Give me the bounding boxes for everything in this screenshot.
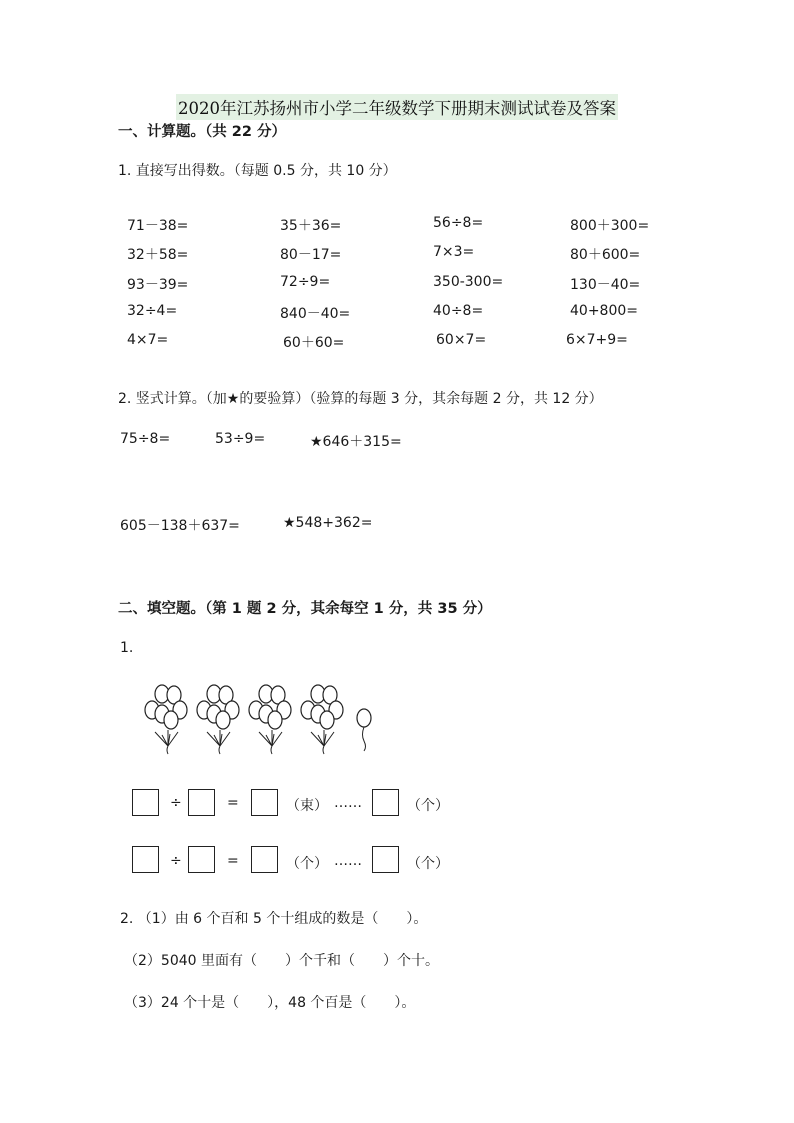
calc-item: 7×3= (433, 244, 475, 260)
calc-item: 840－40= (280, 306, 351, 322)
calc-item: 60×7= (436, 332, 487, 348)
calc-item: 60＋60= (283, 335, 345, 351)
calc-item: 71－38= (127, 218, 189, 234)
remainder-dots: …… (334, 853, 362, 869)
answer-box[interactable] (251, 846, 278, 873)
remainder-dots: …… (334, 795, 362, 811)
calc-item: 800＋300= (570, 218, 650, 234)
answer-box[interactable] (188, 846, 215, 873)
calc-item: 56÷8= (433, 215, 484, 231)
calc-item: 35＋36= (280, 218, 342, 234)
calc-item: 40+800= (570, 303, 638, 319)
unit-label: （个） (407, 856, 449, 872)
fill-in-line: （2）5040 里面有（ ）个千和（ ）个十。 (124, 953, 439, 969)
section2-q1-label: 1. (120, 640, 134, 656)
answer-box[interactable] (188, 789, 215, 816)
calc-item: 4×7= (127, 332, 169, 348)
section1-q2-label: 2. 竖式计算。（加★的要验算）（验算的每题 3 分，其余每题 2 分，共 12 分） (118, 391, 603, 407)
vertical-calc-item: ★548+362= (283, 515, 373, 531)
divide-sign: ÷ (170, 853, 182, 869)
balloon-bunch (197, 685, 239, 754)
calc-item: 40÷8= (433, 303, 484, 319)
calc-item: 80＋600= (570, 247, 641, 263)
fill-in-line: （3）24 个十是（ ），48 个百是（ ）。 (124, 995, 416, 1011)
calc-item: 93－39= (127, 277, 189, 293)
answer-box[interactable] (372, 846, 399, 873)
single-balloon (357, 709, 371, 751)
calc-item: 350-300= (433, 274, 504, 290)
fill-in-line: 2. （1）由 6 个百和 5 个十组成的数是（ ）。 (120, 911, 428, 927)
balloons-illustration (140, 680, 390, 760)
answer-box[interactable] (132, 789, 159, 816)
vertical-calc-item: 605－138＋637= (120, 518, 240, 534)
balloon-bunch (145, 685, 187, 754)
section1-q1-label: 1. 直接写出得数。（每题 0.5 分，共 10 分） (118, 163, 397, 179)
calc-item: 72÷9= (280, 274, 331, 290)
equals-sign: = (227, 795, 239, 811)
unit-label: （个） (407, 798, 449, 814)
unit-label: （个） (286, 856, 328, 872)
balloon-bunch (301, 685, 343, 754)
balloon-bunch (249, 685, 291, 754)
section2-heading: 二、填空题。（第 1 题 2 分，其余每空 1 分，共 35 分） (118, 601, 492, 617)
calc-item: 6×7+9= (566, 332, 628, 348)
page-title (0, 94, 794, 120)
calc-item: 80－17= (280, 247, 342, 263)
equals-sign: = (227, 853, 239, 869)
vertical-calc-item: 53÷9= (215, 431, 266, 447)
calc-item: 32÷4= (127, 303, 178, 319)
vertical-calc-item: ★646＋315= (310, 434, 402, 450)
unit-label: （束） (286, 798, 328, 814)
calc-item: 32＋58= (127, 247, 189, 263)
page-title-text: 2020年江苏扬州市小学二年级数学下册期末测试试卷及答案 (176, 94, 618, 120)
answer-box[interactable] (372, 789, 399, 816)
divide-sign: ÷ (170, 795, 182, 811)
vertical-calc-item: 75÷8= (120, 431, 171, 447)
section1-heading: 一、计算题。（共 22 分） (118, 124, 287, 140)
answer-box[interactable] (132, 846, 159, 873)
calc-item: 130－40= (570, 277, 641, 293)
answer-box[interactable] (251, 789, 278, 816)
